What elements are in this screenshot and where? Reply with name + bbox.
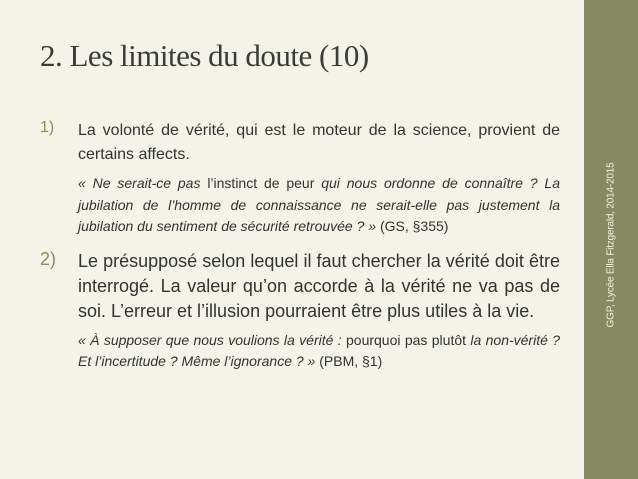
quote-1-reference: (GS, §355) [376,218,449,234]
quote-2-reference: (PBM, §1) [315,353,383,369]
item-quote-1 [78,173,560,238]
item-quote-2 [78,330,560,373]
item-text-1: La volonté de vérité, qui est le moteur de la science, provient de certains affects. [78,122,560,163]
quote-2-part-3: la non-vérité ? Et l’incertitude ? Même l’ignorance ? » [78,331,561,369]
quote-1-part-1: « Ne serait-ce pas [78,175,208,191]
list-item-1 [40,119,560,238]
quote-2-part-2: pourquoi pas plutôt [346,331,471,348]
item-number-2: 2) [40,248,57,269]
quote-1-part-2: l’instinct de peur [207,175,322,191]
slide-content [40,119,560,373]
sidebar-vertical-text: GGP, Lycée Ella Fitzgerald, 2014-2015 [605,162,617,328]
item-text-2: Le présupposé selon lequel il faut chercher la vérité doit être interrogé. La valeur qu’on accorde à la vérité ne va pas de soi. L’erreur et l’illusion pourraient être plus utiles à la vie. [78,250,560,321]
slide-title: 2. Les limites du doute (10) [40,38,369,73]
list-item-2 [40,249,560,373]
quote-1-part-3: qui nous ordonne de connaître ? La jubilation de l’homme de connaissance ne serait-elle pas justement la jubilation du sentiment de sécurité retrouvée ? » [78,175,561,234]
quote-2-part-1: « À supposer que nous voulions la vérité : [78,331,346,348]
item-body-1 [78,119,560,238]
item-body-2 [78,249,560,373]
item-number-1: 1) [40,119,55,136]
